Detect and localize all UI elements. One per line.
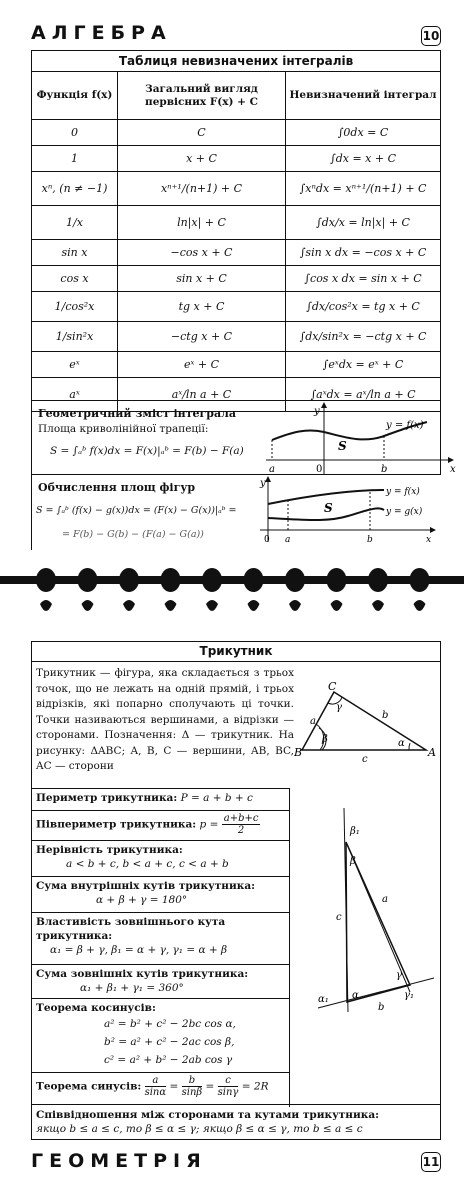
antiderivative-cell: x + C xyxy=(118,146,286,172)
integral-cell: ∫sin x dx = −cos x + C xyxy=(286,240,441,266)
spiral-hole xyxy=(372,600,384,611)
spiral-hole xyxy=(123,600,135,611)
exterior-angle-figure xyxy=(298,802,438,1032)
angle-sum-row xyxy=(32,877,289,913)
triangle-title: Трикутник xyxy=(32,642,440,662)
integral-row xyxy=(32,120,441,146)
spiral-hole xyxy=(82,600,94,611)
relation-row xyxy=(32,1104,440,1139)
semiperimeter-label: Півпериметр трикутника: xyxy=(36,818,197,831)
geo-tick-0: 0 xyxy=(316,464,323,475)
area-graph xyxy=(258,476,440,548)
ext-alpha1: α₁ xyxy=(318,994,329,1005)
exterior-formula: α₁ = β + γ, β₁ = α + γ, γ₁ = α + β xyxy=(50,944,228,956)
ext-beta1: β₁ xyxy=(350,826,360,837)
spiral-ring xyxy=(327,568,347,592)
function-cell: cos x xyxy=(32,266,118,292)
cosines-row xyxy=(32,999,289,1073)
tri-side-c: c xyxy=(362,754,368,765)
integral-row xyxy=(32,146,441,172)
sines-t2d: sinβ xyxy=(181,1087,203,1098)
cosines-f3: c² = a² + b² − 2ab cos γ xyxy=(104,1054,233,1066)
tri-angle-alpha: α xyxy=(398,738,405,749)
sines-row: Теорема синусів: $\frac{a}{\sin\alpha}$ = $\frac{b}{\sin\beta}$ = $\frac{c}{\sin\gamma}$ = 2R xyxy=(36,1075,269,1098)
geo-y-label: y xyxy=(314,406,320,417)
area-tick-x: x xyxy=(426,535,432,545)
geo-graph xyxy=(262,402,462,480)
tri-vertex-B: B xyxy=(294,746,303,759)
integral-cell: ∫dx/sin²x = −ctg x + C xyxy=(286,322,441,352)
exterior-row xyxy=(32,913,289,965)
perimeter-label: Периметр трикутника: xyxy=(36,792,178,804)
sines-t2n: b xyxy=(182,1075,203,1087)
inequality-label: Нерівність трикутника: xyxy=(36,844,183,856)
area-tick-0: 0 xyxy=(264,535,270,545)
antiderivative-cell: C xyxy=(118,120,286,146)
integral-row xyxy=(32,172,441,206)
integral-row xyxy=(32,266,441,292)
geo-title: Геометричний зміст інтеграла xyxy=(38,407,236,420)
cosines-f2: b² = a² + c² − 2ac cos β, xyxy=(104,1036,235,1048)
sines-t1d: sinα xyxy=(144,1087,167,1098)
antiderivative-cell: eˣ + C xyxy=(118,352,286,378)
geo-tick-a: a xyxy=(269,464,275,475)
header-function: Функція f(x) xyxy=(32,72,118,120)
sines-frac-c xyxy=(218,1075,239,1098)
sines-t1n: a xyxy=(145,1075,167,1087)
function-cell: xⁿ, (n ≠ −1) xyxy=(32,172,118,206)
ext-beta: β xyxy=(350,856,356,867)
function-cell: 1 xyxy=(32,146,118,172)
ext-side-b: b xyxy=(378,1002,385,1013)
header-integral: Невизначений інтеграл xyxy=(286,72,441,120)
perimeter-formula: P = a + b + c xyxy=(180,792,253,804)
integral-cell: ∫dx/x = ln|x| + C xyxy=(286,206,441,240)
spiral-ring xyxy=(78,568,98,592)
tri-angle-beta: β xyxy=(322,734,328,745)
integral-cell: ∫aˣdx = aˣ/ln a + C xyxy=(286,378,441,412)
triangle-formulas xyxy=(32,788,290,1107)
spiral-hole xyxy=(289,600,301,611)
area-region-label: S xyxy=(324,501,333,515)
spiral-hole xyxy=(331,600,343,611)
tri-side-b: b xyxy=(382,710,389,721)
angle-sum-label: Сума внутрішніх кутів трикутника: xyxy=(36,880,256,892)
spiral-ring xyxy=(244,568,264,592)
cosines-f1: a² = b² + c² − 2bc cos α, xyxy=(104,1018,236,1030)
antiderivative-cell: tg x + C xyxy=(118,292,286,322)
geo-tick-b: b xyxy=(381,464,388,475)
function-cell: 1/x xyxy=(32,206,118,240)
area-curve-top: y = f(x) xyxy=(386,487,420,497)
integral-cell: ∫0dx = C xyxy=(286,120,441,146)
antiderivative-cell: aˣ/ln a + C xyxy=(118,378,286,412)
sines-rhs: = 2R xyxy=(241,1080,269,1093)
area-title: Обчислення площ фігур xyxy=(38,481,196,494)
header-antiderivative: Загальний вигляд первісних F(x) + C xyxy=(118,72,286,120)
antiderivative-cell: ln|x| + C xyxy=(118,206,286,240)
ext-side-c: c xyxy=(336,912,342,923)
function-cell: eˣ xyxy=(32,352,118,378)
spiral-ring xyxy=(410,568,430,592)
tri-vertex-A: A xyxy=(428,746,436,759)
ext-gamma: γ xyxy=(396,970,402,981)
semiperimeter-fraction xyxy=(222,813,261,836)
sines-t3n: c xyxy=(218,1075,239,1087)
antiderivative-cell: −cos x + C xyxy=(118,240,286,266)
tri-side-a: a xyxy=(310,716,316,727)
semiperimeter-num: a+b+c xyxy=(223,813,259,824)
integral-row xyxy=(32,292,441,322)
area-formula-1: S = ∫ₐᵇ (f(x) − g(x))dx = (F(x) − G(x))|ₐᵇ = xyxy=(36,505,237,516)
inequality-row xyxy=(32,841,289,877)
integral-row xyxy=(32,322,441,352)
table-title: Таблиця невизначених інтегралів xyxy=(32,51,441,72)
integral-cell: ∫xⁿdx = xⁿ⁺¹/(n+1) + C xyxy=(286,172,441,206)
integral-cell: ∫eˣdx = eˣ + C xyxy=(286,352,441,378)
ext-gamma1: γ₁ xyxy=(404,990,414,1001)
integral-cell: ∫dx = x + C xyxy=(286,146,441,172)
integral-cell: ∫dx/cos²x = tg x + C xyxy=(286,292,441,322)
spiral-ring xyxy=(368,568,388,592)
spiral-ring xyxy=(119,568,139,592)
angle-sum-formula: α + β + γ = 180° xyxy=(96,894,188,906)
function-cell: sin x xyxy=(32,240,118,266)
integral-cell: ∫cos x dx = sin x + C xyxy=(286,266,441,292)
geo-curve-label: y = f(x) xyxy=(386,420,424,431)
relation-formula: якщо b ≤ a ≤ c, то β ≤ α ≤ γ; якщо β ≤ α ≤ γ, то b ≤ a ≤ c xyxy=(36,1123,363,1135)
spiral-ring xyxy=(202,568,222,592)
inequality-formula: a < b + c, b < a + c, c < a + b xyxy=(66,858,229,870)
exterior-sum-formula: α₁ + β₁ + γ₁ = 360° xyxy=(80,982,184,994)
exterior-label: Властивість зовнішнього кута трикутника: xyxy=(36,916,226,942)
function-cell: 1/sin²x xyxy=(32,322,118,352)
spiral-hole xyxy=(414,600,426,611)
sines-frac-b xyxy=(182,1075,203,1098)
tri-angle-gamma: γ xyxy=(336,702,342,713)
semiperimeter-lhs: p = xyxy=(199,818,219,831)
perimeter-row xyxy=(32,789,289,811)
ext-alpha: α xyxy=(352,990,359,1001)
area-curve-bottom: y = g(x) xyxy=(386,507,423,517)
spiral-ring xyxy=(36,568,56,592)
exterior-sum-label: Сума зовнішніх кутів трикутника: xyxy=(36,968,249,980)
geo-tick-x: x xyxy=(450,464,456,475)
area-formula-2: = F(b) − G(b) − (F(a) − G(a)) xyxy=(62,529,204,540)
integral-row xyxy=(32,352,441,378)
algebra-title: АЛГЕБРА xyxy=(31,22,172,44)
spiral-ring xyxy=(161,568,181,592)
cosines-label: Теорема косинусів: xyxy=(36,1002,156,1014)
semiperimeter-row xyxy=(32,811,289,841)
function-cell: 0 xyxy=(32,120,118,146)
triangle-definition: Трикутник — фігура, яка складається з трьох точок, що не лежать на одній прямій, і трьох відрізків, які попарно сполучають ці точки. Точки називаються вершинами, а відрізки — сторонами. Позначення: Δ — трикутник. На рисунку: ΔABC; A, B, C — вершини, AB, BC, AC — сторони xyxy=(36,667,294,772)
spiral-ring xyxy=(285,568,305,592)
antiderivative-cell: xⁿ⁺¹/(n+1) + C xyxy=(118,172,286,206)
sines-frac-a xyxy=(145,1075,167,1098)
integrals-table xyxy=(31,50,441,412)
antiderivative-cell: −ctg x + C xyxy=(118,322,286,352)
area-tick-b: b xyxy=(367,535,373,545)
triangle-figure xyxy=(294,680,440,780)
tri-vertex-C: C xyxy=(328,680,337,693)
spiral-binding xyxy=(0,566,464,622)
triangle-box xyxy=(31,641,441,1140)
spiral-hole xyxy=(40,600,52,611)
area-y-label: y xyxy=(260,478,266,489)
integral-row xyxy=(32,206,441,240)
antiderivative-cell: sin x + C xyxy=(118,266,286,292)
geo-region-label: S xyxy=(338,439,347,453)
sines-t3d: sinγ xyxy=(217,1087,239,1098)
geo-subtitle: Площа криволінійної трапеції: xyxy=(38,423,209,435)
integral-row xyxy=(32,240,441,266)
geo-formula: S = ∫ₐᵇ f(x)dx = F(x)|ₐᵇ = F(b) − F(a) xyxy=(50,445,244,457)
exterior-sum-row xyxy=(32,965,289,999)
relation-label: Співвідношення між сторонами та кутами трикутника: xyxy=(36,1109,380,1121)
geometry-title: ГЕОМЕТРІЯ xyxy=(31,1150,207,1172)
function-cell: aˣ xyxy=(32,378,118,412)
page-number-11: 11 xyxy=(421,1152,441,1172)
semiperimeter-den: 2 xyxy=(237,825,245,836)
area-tick-a: a xyxy=(285,535,291,545)
function-cell: 1/cos²x xyxy=(32,292,118,322)
spiral-hole xyxy=(248,600,260,611)
sines-label: Теорема синусів: xyxy=(36,1080,142,1093)
spiral-hole xyxy=(206,600,218,611)
ext-side-a: a xyxy=(382,894,388,905)
spiral-hole xyxy=(165,600,177,611)
page-number-10: 10 xyxy=(421,26,441,46)
